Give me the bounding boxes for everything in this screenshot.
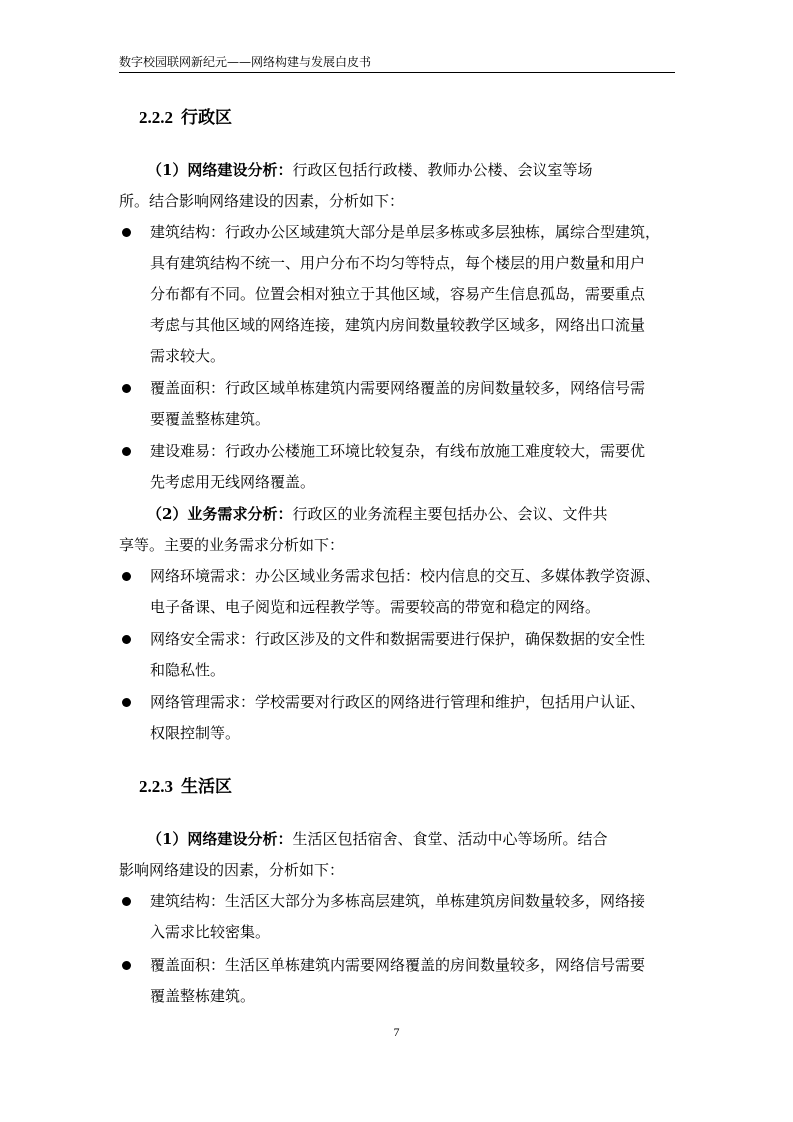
list-item: 网络管理需求：学校需要对行政区的网络进行管理和维护，包括用户认证、 权限控制等。: [119, 687, 675, 749]
bullet-icon: [122, 897, 131, 906]
paragraph-label: （1）网络建设分析：: [147, 830, 293, 848]
section-title: 生活区: [181, 777, 232, 797]
list-item: 建筑结构：生活区大部分为多栋高层建筑，单栋建筑房间数量较多，网络接 入需求比较密集。: [119, 886, 675, 948]
paragraph-label: （1）网络建设分析：: [147, 161, 293, 179]
list-item: 覆盖面积：行政区域单栋建筑内需要网络覆盖的房间数量较多，网络信号需 要覆盖整栋建筑。: [119, 373, 675, 435]
bullet-icon: [122, 572, 131, 581]
list-item: 建设难易：行政办公楼施工环境比较复杂，有线布放施工难度较大，需要优 先考虑用无线网络覆盖。: [119, 436, 675, 498]
list-item: 网络环境需求：办公区域业务需求包括：校内信息的交互、多媒体教学资源、 电子备课、电子阅览和远程教学等。需要较高的带宽和稳定的网络。: [119, 561, 675, 623]
bullet-icon: [122, 447, 131, 456]
section-title: 行政区: [181, 108, 232, 128]
bullet-icon: [122, 698, 131, 707]
bullet-icon: [122, 228, 131, 237]
section-number: 2.2.2: [139, 108, 173, 127]
page-number: 7: [393, 1025, 400, 1039]
bullet-icon: [122, 961, 131, 970]
bullet-icon: [122, 384, 131, 393]
section-number: 2.2.3: [139, 777, 173, 796]
list-item: 网络安全需求：行政区涉及的文件和数据需要进行保护，确保数据的安全性 和隐私性。: [119, 624, 675, 686]
paragraph-label: （2）业务需求分析：: [147, 505, 293, 523]
section-heading-2-2-3: [139, 776, 232, 798]
bullet-icon: [122, 635, 131, 644]
list-item: 覆盖面积：生活区单栋建筑内需要网络覆盖的房间数量较多，网络信号需要 覆盖整栋建筑。: [119, 950, 675, 1012]
paragraph-network-construction: （1）网络建设分析：生活区包括宿舍、食堂、活动中心等场所。结合 影响网络建设的因素，分析如下：: [119, 830, 608, 879]
paragraph-network-construction: （1）网络建设分析：行政区包括行政楼、教师办公楼、会议室等场 所。结合影响网络建设的因素，分析如下：: [119, 161, 593, 210]
list-item: 建筑结构：行政办公区域建筑大部分是单层多栋或多层独栋，属综合型建筑， 具有建筑结构不统一、用户分布不均匀等特点，每个楼层的用户数量和用户 分布都有不同。位置会相对独立于其他区域，容易产生信息孤岛，需要重点 考虑与其他区域的网络连接，建筑内房间数量较教学区域多，网络出口流量 需求较大。: [119, 217, 675, 372]
paragraph-business-needs: （2）业务需求分析：行政区的业务流程主要包括办公、会议、文件共 享等。主要的业务需求分析如下：: [119, 505, 608, 554]
header-title: 数字校园联网新纪元——网络构建与发展白皮书: [119, 55, 372, 69]
running-header: [119, 54, 675, 73]
section-heading-2-2-2: [139, 107, 232, 129]
